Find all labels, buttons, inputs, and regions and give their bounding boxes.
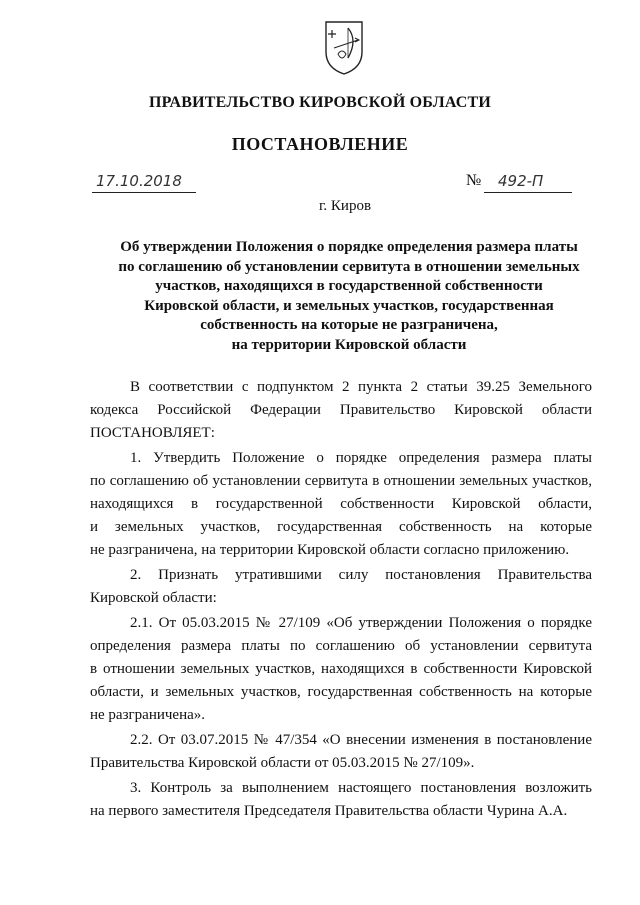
document-date: 17.10.2018 (92, 172, 196, 193)
subject-line: на территории Кировской области (231, 336, 467, 353)
text-line: 2.1. От 05.03.2015 № 27/109 «Об утверждении Положения о порядке (130, 615, 592, 631)
text-line: на первого заместителя Председателя Правительства области Чурина А.А. (90, 803, 568, 819)
text-line: определения размера платы по соглашению об установлении сервитута (90, 638, 592, 654)
text-line: ПОСТАНОВЛЯЕТ: (90, 425, 215, 441)
paragraph-2-2 (90, 729, 592, 775)
preamble (90, 376, 592, 445)
text-line: 2. Признать утратившими силу постановления Правительства (130, 567, 592, 583)
paragraph-3 (90, 777, 592, 823)
text-line: Правительства Кировской области от 05.03.2015 № 27/109». (90, 755, 475, 771)
text-line: Кировской области: (90, 590, 217, 606)
text-line: по соглашению об установлении сервитута в отношении земельных участков, (90, 473, 592, 489)
text-line: и земельных участков, государственная собственность на которые (90, 519, 592, 535)
text-line: кодекса Российской Федерации Правительство Кировской области (90, 402, 592, 418)
text-line: 3. Контроль за выполнением настоящего постановления возложить (130, 780, 592, 796)
subject-line: собственность на которые не разграничена, (200, 317, 498, 333)
city: г. Киров (318, 198, 372, 214)
text-line: находящихся в государственной собственности Кировской области, (90, 496, 592, 512)
number-sign: № (466, 172, 482, 189)
text-line: 1. Утвердить Положение о порядке определения размера платы (130, 450, 592, 466)
subject-line: Об утверждении Положения о порядке определения размера платы (120, 239, 578, 255)
document-subject (100, 238, 598, 355)
text-line: области, и земельных участков, государственная собственность на которые (90, 684, 592, 700)
document-type: ПОСТАНОВЛЕНИЕ (231, 134, 409, 154)
text-line: 2.2. От 03.07.2015 № 47/354 «О внесении изменения в постановление (130, 732, 592, 748)
document-number: 492-П (484, 172, 572, 193)
text-line: не разграничена». (90, 707, 206, 723)
subject-line: по соглашению об установлении сервитута в отношении земельных (118, 258, 580, 275)
document-body (90, 376, 592, 823)
text-line: в отношении земельных участков, находящихся в собственности Кировской (90, 661, 592, 677)
text-line: В соответствии с подпунктом 2 пункта 2 статьи 39.25 Земельного (130, 379, 592, 395)
subject-line: участков, находящихся в государственной собственности (155, 278, 543, 294)
government-title: ПРАВИТЕЛЬСТВО КИРОВСКОЙ ОБЛАСТИ (148, 94, 492, 111)
kirov-coat-of-arms-icon (322, 18, 366, 76)
subject-line: Кировской области, и земельных участков, государственная (144, 297, 554, 314)
paragraph-1 (90, 447, 592, 562)
text-line: не разграничена, на территории Кировской области согласно приложению. (90, 542, 570, 558)
paragraph-2 (90, 564, 592, 610)
paragraph-2-1 (90, 612, 592, 727)
